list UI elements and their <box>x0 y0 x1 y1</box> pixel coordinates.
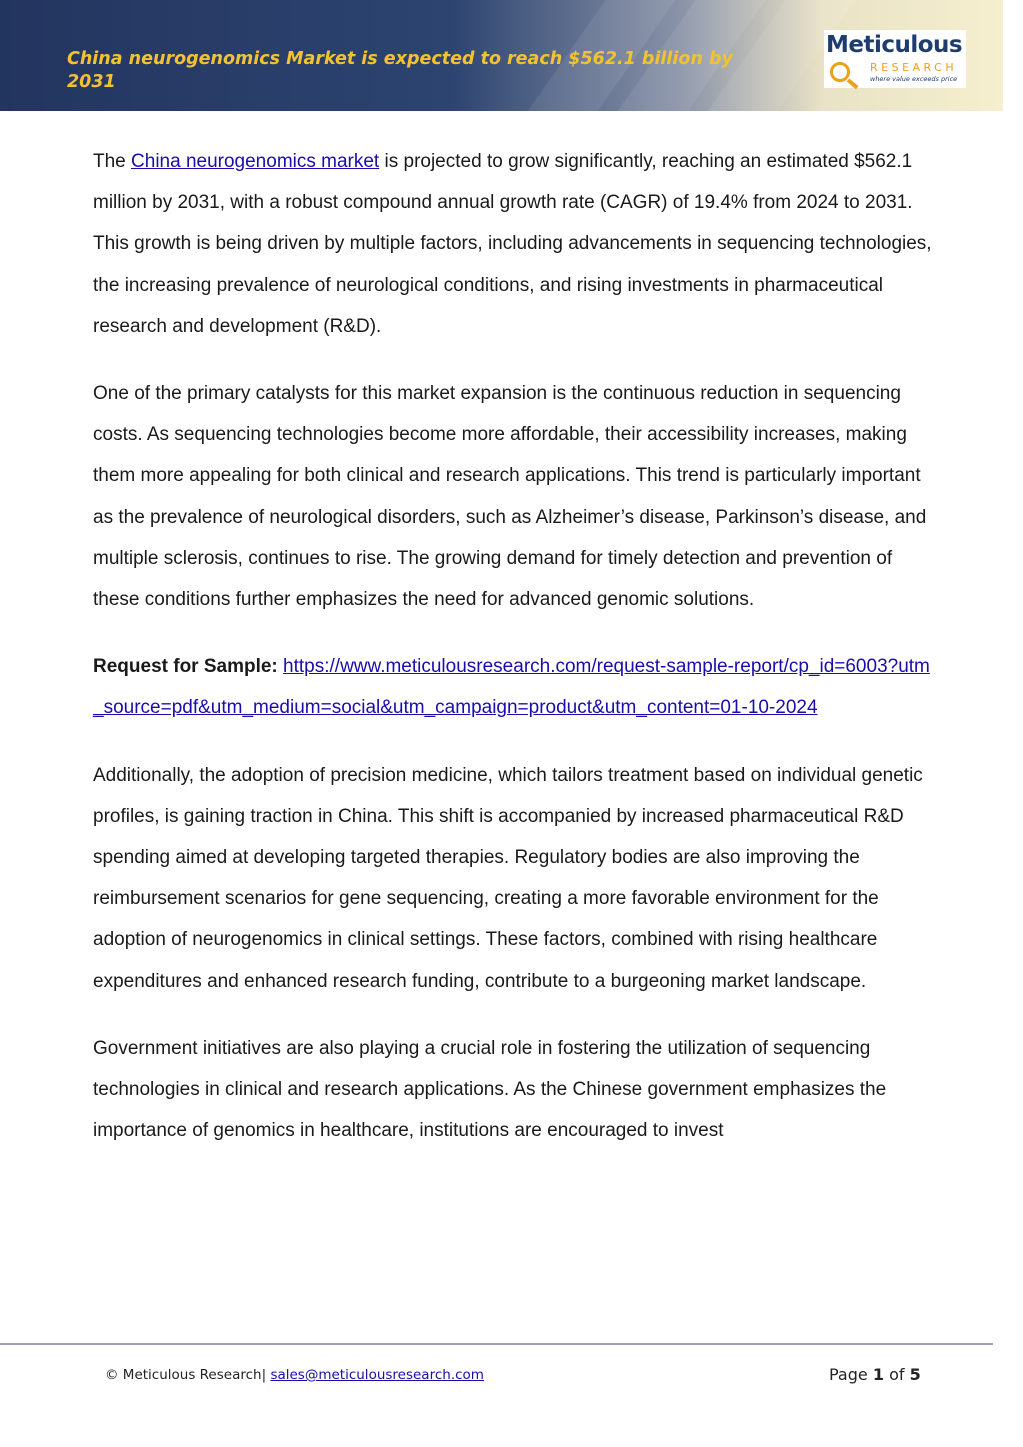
document-title: China neurogenomics Market is expected to reach $562.1 billion by 2031 <box>67 49 733 92</box>
magnifier-handle-icon <box>847 78 859 89</box>
of-word: of <box>889 1365 905 1384</box>
intro-text-after: is projected to grow significantly, reaching an estimated $562.1 million by 2031, with a robust compound annual growth rate (CAGR) of 19.4% from 2024 to 2031. This growth is being driven by multiple factors, including advancements in sequencing technologies, the increasing prevalence of neurological conditions, and rising investments in pharmaceutical research and development (R&D). <box>93 151 932 337</box>
page-total: 5 <box>909 1365 921 1384</box>
logo-name: Meticulous <box>826 32 963 58</box>
paragraph-catalysts: One of the primary catalysts for this market expansion is the continuous reduction in sequencing costs. As sequencing technologies become more affordable, their accessibility increases, making them more appealing for both clinical and research applications. This trend is particularly important as the prevalence of neurological disorders, such as Alzheimer’s disease, Parkinson’s disease, and multiple sclerosis, continues to rise. The growing demand for timely detection and prevention of these conditions further emphasizes the need for advanced genomic solutions. <box>93 383 927 611</box>
page-indicator <box>829 1365 921 1384</box>
paragraph-intro <box>93 141 933 347</box>
request-sample-label: Request for Sample: <box>93 656 278 678</box>
market-link[interactable]: China neurogenomics market <box>131 151 380 172</box>
paragraph-precision-medicine: Additionally, the adoption of precision medicine, which tailors treatment based on individual genetic profiles, is gaining traction in China. This shift is accompanied by increased pharmaceutical R&D spending aimed at developing targeted therapies. Regulatory bodies are also improving the reimbursement scenarios for gene sequencing, creating a more favorable environment for the adoption of neurogenomics in clinical settings. These factors, combined with rising healthcare expenditures and enhanced research funding, contribute to a burgeoning market landscape. <box>93 764 923 992</box>
logo-subtitle: RESEARCH <box>870 61 958 74</box>
request-sample <box>93 646 933 728</box>
header-banner <box>0 0 1003 111</box>
document-body <box>93 141 933 1177</box>
page-current: 1 <box>872 1365 884 1384</box>
page-word: Page <box>829 1365 868 1384</box>
company-logo <box>824 30 966 88</box>
logo-tagline: where value exceeds price <box>870 75 958 83</box>
copyright-text: © Meticulous Research| <box>105 1367 267 1383</box>
paragraph-government: Government initiatives are also playing a crucial role in fostering the utilization of sequencing technologies in clinical and research applications. As the Chinese government emphasizes the importance of genomics in healthcare, institutions are encouraged to invest <box>93 1037 887 1142</box>
sales-email-link[interactable]: sales@meticulousresearch.com <box>270 1367 484 1383</box>
request-sample-link[interactable]: https://www.meticulousresearch.com/request-sample-report/cp_id=6003?utm_source=pdf&utm_medium=social&utm_campaign=product&utm_content=01-10-2024 <box>93 656 930 719</box>
footer-copyright <box>105 1367 484 1383</box>
intro-text-before: The <box>93 151 132 172</box>
footer-divider <box>0 1343 993 1345</box>
magnifier-icon <box>830 62 850 82</box>
